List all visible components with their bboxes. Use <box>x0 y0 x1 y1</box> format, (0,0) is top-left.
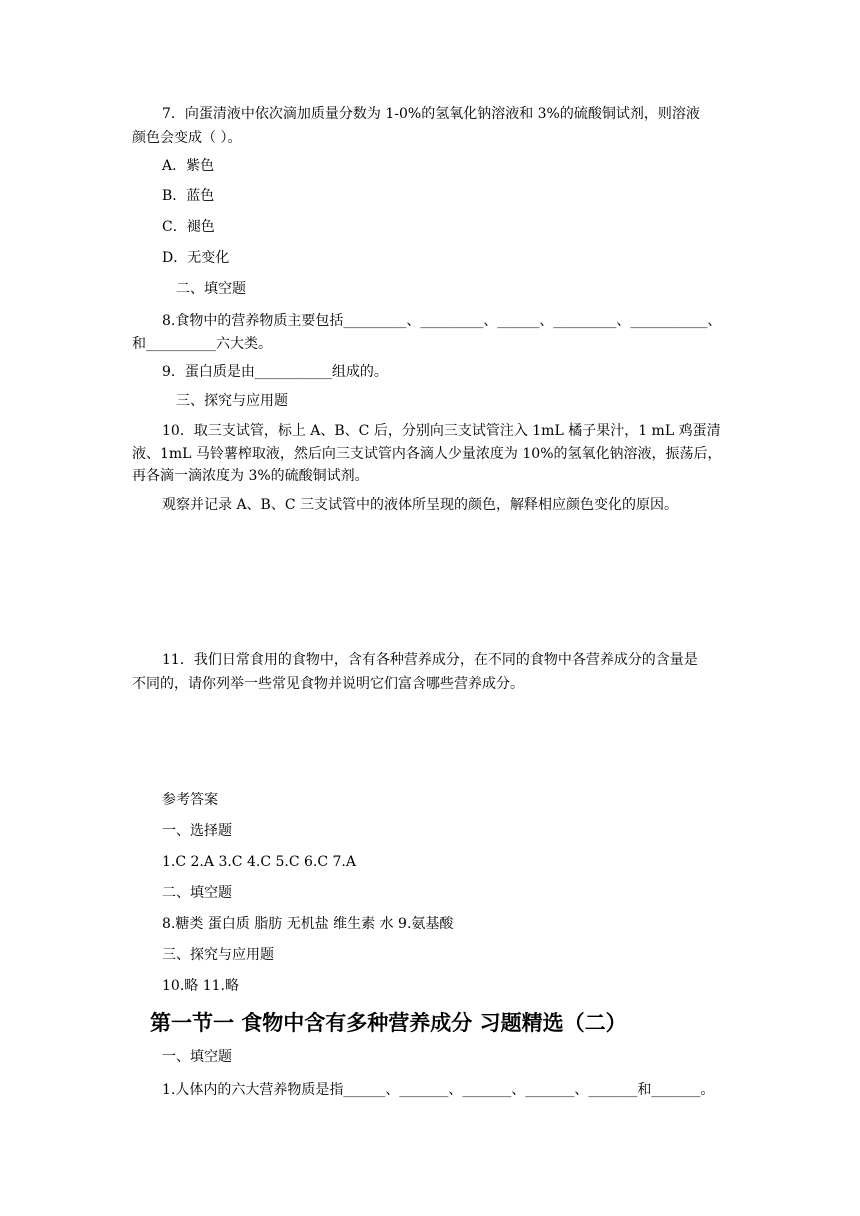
question-7-line-1: 7．向蛋清液中依次滴加质量分数为 1-0%的氢氧化钠溶液和 3%的硫酸铜试剂，则溶液 <box>162 106 700 122</box>
answer-choice-values: 1.C 2.A 3.C 4.C 5.C 6.C 7.A <box>162 854 356 870</box>
part2-question-1: 1.人体内的六大营养物质是指______、_______、_______、_______、_______和_______。 <box>162 1082 715 1098</box>
question-7-option-b: B．蓝色 <box>162 188 215 204</box>
answer-section-choice: 一、选择题 <box>162 823 232 839</box>
part2-section-fill-in: 一、填空题 <box>162 1049 232 1065</box>
section-heading-inquiry: 三、探究与应用题 <box>176 393 288 409</box>
question-8-line-2: 和__________六大类。 <box>132 336 272 352</box>
question-10-line-2: 液、1mL 马铃薯榨取液，然后向三支试管内各滴人少量浓度为 10%的氢氧化钠溶液，振荡后， <box>132 446 722 462</box>
question-10-line-4: 观察并记录 A、B、C 三支试管中的液体所呈现的颜色，解释相应颜色变化的原因。 <box>162 497 679 513</box>
question-9: 9．蛋白质是由___________组成的。 <box>162 364 388 380</box>
question-11-line-1: 11．我们日常食用的食物中，含有各种营养成分，在不同的食物中各营养成分的含量是 <box>162 652 698 668</box>
answer-key-heading: 参考答案 <box>162 792 218 808</box>
answer-section-fill-in: 二、填空题 <box>162 885 232 901</box>
section-title: 第一节一 食物中含有多种营养成分 习题精选（二） <box>150 1011 627 1035</box>
section-heading-fill-in: 二、填空题 <box>176 281 246 297</box>
answer-inquiry-values: 10.略 11.略 <box>162 978 239 994</box>
answer-section-inquiry: 三、探究与应用题 <box>162 947 274 963</box>
question-10-line-3: 再各滴一滴浓度为 3%的硫酸铜试剂。 <box>132 468 369 484</box>
question-7-option-d: D．无变化 <box>162 250 230 266</box>
question-7-line-2: 颜色会变成（ ）。 <box>132 130 242 146</box>
question-8-line-1: 8.食物中的营养物质主要包括_________、_________、______、_________、___________、 <box>162 313 722 329</box>
question-7-option-a: A．紫色 <box>162 158 215 174</box>
question-11-line-2: 不同的，请你列举一些常见食物并说明它们富含哪些营养成分。 <box>132 676 524 692</box>
answer-fill-in-values: 8.糖类 蛋白质 脂肪 无机盐 维生素 水 9.氨基酸 <box>162 916 454 932</box>
question-10-line-1: 10．取三支试管，标上 A、B、C 后，分别向三支试管注入 1mL 橘子果汁，1 mL 鸡蛋清 <box>162 423 721 439</box>
question-7-option-c: C．褪色 <box>162 219 215 235</box>
